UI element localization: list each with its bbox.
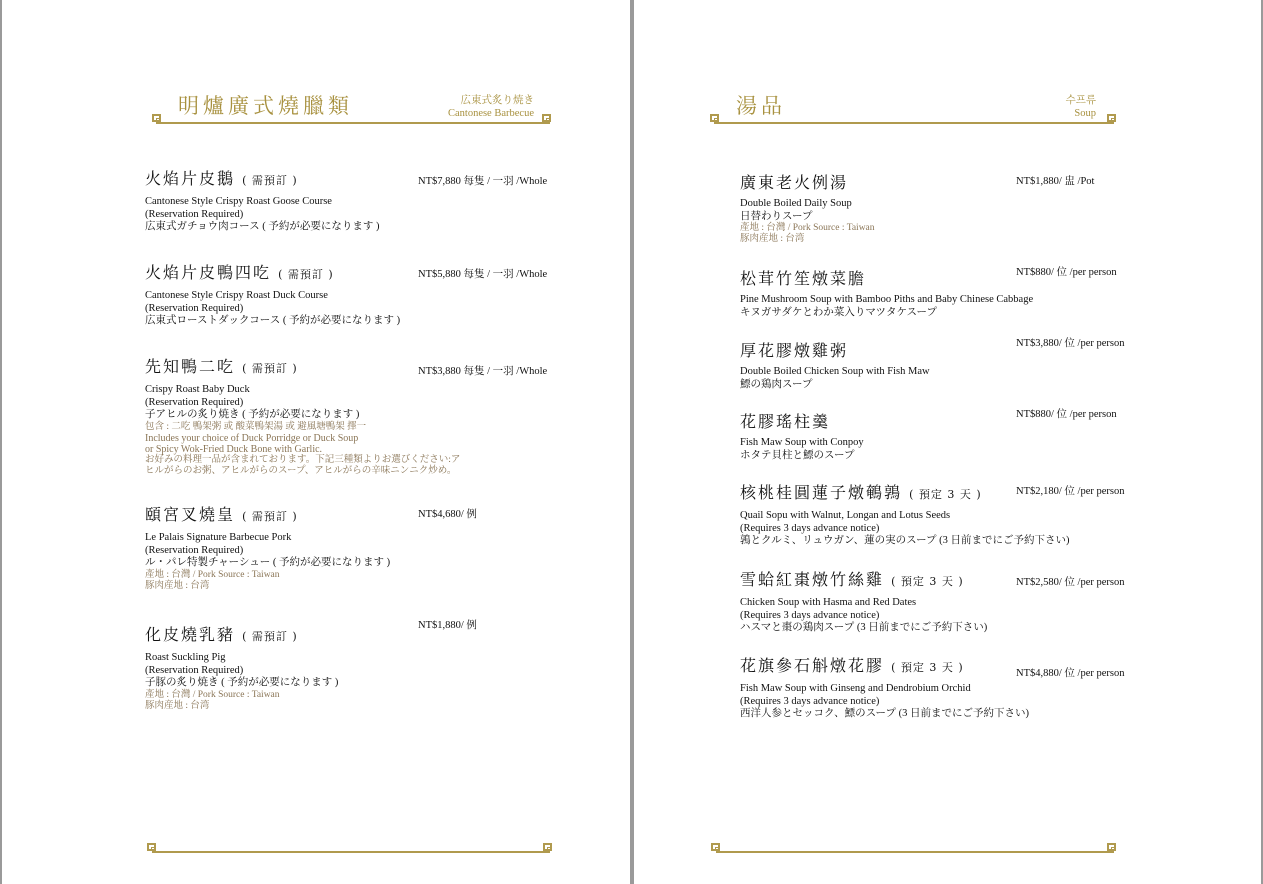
item-price: NT$2,180/ 位 /per person	[1016, 486, 1125, 497]
item-note: ( 預定 3 天 )	[891, 661, 964, 674]
item-desc-ja: 子豚の炙り焼き ( 予約が必要になります )	[145, 677, 339, 688]
item-name: 厚花膠燉雞粥	[740, 341, 849, 360]
item-note: ( 預定 3 天 )	[909, 488, 982, 501]
item-source: 產地 : 台灣 / Pork Source : Taiwan	[145, 569, 280, 580]
item-desc-en: Le Palais Signature Barbecue Pork	[145, 532, 292, 543]
footer-line	[152, 851, 550, 853]
menu-item	[740, 340, 930, 391]
item-name: 花膠瑤柱羹	[740, 412, 831, 431]
item-note: ( 需預訂 )	[242, 510, 298, 523]
section-subtitle-en: Soup	[1074, 108, 1096, 119]
item-price: NT$7,880 每隻 / 一羽 /Whole	[418, 176, 548, 187]
item-note: ( 需預訂 )	[242, 174, 298, 187]
section-title: 明爐廣式燒臘類	[178, 94, 353, 118]
item-source: 產地 : 台灣 / Pork Source : Taiwan	[145, 689, 280, 700]
item-desc-ja: 子アヒルの炙り焼き ( 予約が必要になります )	[145, 409, 360, 420]
item-includes-ja: ヒルがらのお粥、アヒルがらのスープ、アヒルがらの辛味ニンニク炒め。	[145, 465, 457, 476]
menu-item	[145, 504, 390, 592]
menu-item	[740, 655, 1029, 721]
menu-item	[740, 411, 864, 462]
fret-ornament-left	[152, 114, 161, 122]
menu-item	[145, 168, 380, 234]
menu-item	[740, 172, 875, 245]
section-subtitle-en: Cantonese Barbecue	[447, 108, 534, 119]
item-name: 火焰片皮鵝	[145, 169, 236, 188]
header-rule	[156, 122, 550, 124]
section-header-barbecue	[150, 88, 554, 128]
item-desc-en: Cantonese Style Crispy Roast Duck Course	[145, 290, 328, 301]
item-name: 雪蛤紅棗燉竹絲雞	[740, 570, 885, 589]
item-desc-ja: 西洋人参とセッコク、鰾のスープ (3 日前までにご予約下さい)	[740, 708, 1030, 719]
section-subtitle	[448, 94, 534, 120]
item-name: 化皮燒乳豬	[145, 625, 236, 644]
footer-rule	[710, 840, 1120, 860]
fret-ornament-right	[1107, 843, 1116, 851]
item-source-ja: 豚肉産地 : 台湾	[145, 580, 210, 591]
item-desc-ja: 鶉とクルミ、リュウガン、蓮の実のスープ (3 日前までにご予約下さい)	[740, 535, 1070, 546]
item-note: ( 需預訂 )	[278, 268, 334, 281]
item-desc-en: Chicken Soup with Hasma and Red Dates	[740, 597, 917, 608]
item-desc-en: Fish Maw Soup with Ginseng and Dendrobium Orchid	[740, 683, 971, 694]
item-price: NT$1,880/ 例	[418, 620, 477, 631]
item-desc-note: (Reservation Required)	[145, 664, 244, 676]
item-desc-en: Fish Maw Soup with Conpoy	[740, 437, 864, 448]
item-price: NT$1,880/ 盅 /Pot	[1016, 176, 1095, 187]
menu-page-right	[634, 0, 1261, 884]
item-name: 核桃桂圓蓮子燉鵪鶉	[740, 483, 903, 502]
item-price: NT$5,880 每隻 / 一羽 /Whole	[418, 269, 548, 280]
menu-page-left	[2, 0, 630, 884]
fret-ornament-left	[147, 843, 156, 851]
footer-line	[716, 851, 1114, 853]
item-price: NT$4,880/ 位 /per person	[1016, 668, 1125, 679]
item-source-ja: 豚肉産地 : 台湾	[740, 234, 805, 244]
menu-item	[740, 268, 1033, 319]
item-name: 先知鴨二吃	[145, 357, 236, 376]
item-price: NT$880/ 位 /per person	[1016, 267, 1117, 278]
item-price: NT$880/ 位 /per person	[1016, 409, 1117, 420]
item-price: NT$2,580/ 位 /per person	[1016, 577, 1125, 588]
menu-item	[740, 569, 987, 635]
fret-ornament-left	[710, 114, 719, 122]
item-desc-en: Double Boiled Daily Soup	[740, 198, 852, 209]
item-desc-note: (Requires 3 days advance notice)	[740, 695, 880, 707]
item-desc-ja: ル・パレ特製チャーシュー ( 予約が必要になります )	[145, 557, 391, 568]
item-includes-en: or Spicy Wok-Fried Duck Bone with Garlic.	[145, 443, 323, 455]
item-desc-en: Cantonese Style Crispy Roast Goose Course	[145, 196, 332, 207]
menu-item	[145, 262, 400, 328]
item-desc-en: Quail Sopu with Walnut, Longan and Lotus Seeds	[740, 510, 951, 521]
item-desc-note: (Requires 3 days advance notice)	[740, 609, 880, 621]
item-desc-ja: 日替わりスープ	[740, 210, 813, 222]
section-subtitle	[1066, 94, 1096, 120]
fret-ornament-right	[542, 114, 551, 122]
section-header-soup	[708, 88, 1120, 128]
fret-ornament-right	[543, 843, 552, 851]
section-subtitle-ko: 수프류	[1065, 95, 1096, 106]
item-includes: 包含 : 二吃 鴨架粥 或 酸菜鴨架湯 或 避風塘鴨架 擇一	[145, 421, 367, 432]
item-name: 花旗參石斛燉花膠	[740, 656, 885, 675]
footer-rule	[146, 840, 556, 860]
fret-ornament-left	[711, 843, 720, 851]
item-desc-ja: キヌガサダケとわか菜入りマツタケスープ	[740, 306, 937, 318]
item-desc-note: (Reservation Required)	[145, 396, 244, 408]
header-rule	[714, 122, 1114, 124]
item-desc-note: (Reservation Required)	[145, 208, 244, 220]
item-note: ( 需預訂 )	[242, 630, 298, 643]
item-name: 火焰片皮鴨四吃	[145, 263, 272, 282]
item-desc-en: Crispy Roast Baby Duck	[145, 384, 250, 395]
item-price: NT$3,880 每隻 / 一羽 /Whole	[418, 366, 548, 377]
item-source: 產地 : 台灣 / Pork Source : Taiwan	[740, 223, 875, 233]
item-name: 頤宮叉燒皇	[145, 505, 236, 524]
item-desc-ja: 広東式ガチョウ肉コース ( 予約が必要になります )	[145, 221, 380, 232]
item-includes-ja: お好みの料理一品が含まれております。下記三種類よりお選びください:ア	[145, 454, 461, 465]
item-desc-note: (Reservation Required)	[145, 302, 244, 314]
item-source-ja: 豚肉産地 : 台湾	[145, 700, 210, 711]
item-desc-note: (Requires 3 days advance notice)	[740, 522, 880, 534]
item-desc-ja: 鰾の鶏肉スープ	[740, 378, 813, 390]
item-desc-en: Roast Suckling Pig	[145, 652, 226, 663]
menu-item	[145, 356, 460, 477]
item-price: NT$4,680/ 例	[418, 509, 477, 520]
item-note: ( 預定 3 天 )	[891, 575, 964, 588]
item-note: ( 需預訂 )	[242, 362, 298, 375]
item-name: 松茸竹笙燉菜膽	[740, 269, 867, 288]
item-desc-ja: ホタテ貝柱と鰾のスープ	[740, 449, 855, 461]
item-desc-en: Double Boiled Chicken Soup with Fish Maw	[740, 366, 930, 377]
item-desc-ja: ハスマと棗の鶏肉スープ (3 日前までにご予約下さい)	[740, 622, 988, 633]
item-desc-ja: 広東式ローストダックコース ( 予約が必要になります )	[145, 315, 401, 326]
item-desc-en: Pine Mushroom Soup with Bamboo Piths and Baby Chinese Cabbage	[740, 294, 1034, 305]
item-includes-en: Includes your choice of Duck Porridge or Duck Soup	[145, 432, 359, 444]
section-title: 湯品	[736, 94, 786, 118]
section-subtitle-ja: 広東式炙り焼き	[460, 95, 534, 106]
fret-ornament-right	[1107, 114, 1116, 122]
menu-item	[145, 624, 338, 712]
item-desc-note: (Reservation Required)	[145, 544, 244, 556]
item-price: NT$3,880/ 位 /per person	[1016, 338, 1125, 349]
item-name: 廣東老火例湯	[740, 173, 849, 192]
